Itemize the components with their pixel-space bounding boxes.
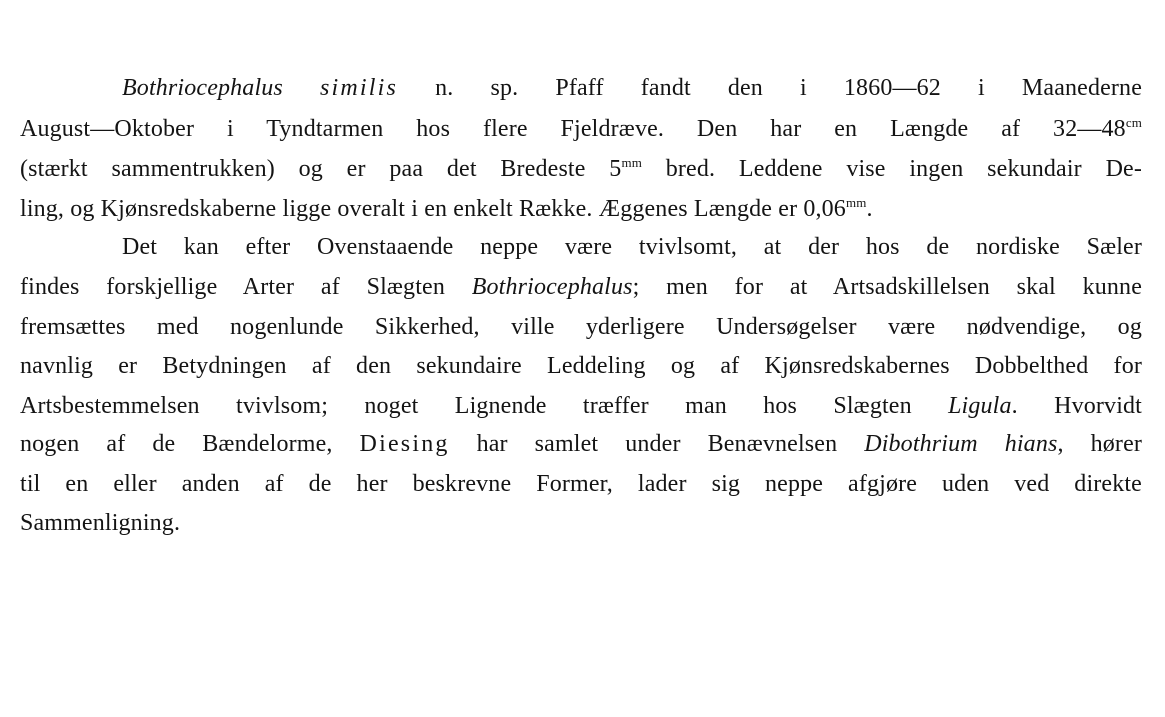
genus-name: Bothriocephalus	[471, 274, 633, 300]
author-name: Diesing	[359, 431, 450, 457]
line-text: har samlet under Benævnelsen	[449, 431, 865, 457]
paragraph-2-line-5	[20, 389, 1142, 423]
line-text: findes forskjellige Arter af Slægten	[20, 274, 472, 300]
paragraph-2-line-7: til en eller anden af de her beskrevne Former, lader sig neppe afgjøre uden ved direkte	[20, 471, 1142, 497]
paragraph-2-line-6	[20, 427, 1142, 461]
unit-superscript: mm	[845, 195, 867, 210]
unit-superscript: cm	[1125, 115, 1142, 130]
paragraph-1-line-2	[20, 112, 1142, 146]
paragraph-2-line-8: Sammenligning.	[20, 510, 181, 536]
line-text: August—Oktober i Tyndtarmen hos flere Fjeldræve. Den har en Længde af 32—48	[20, 116, 1126, 142]
paragraph-1-line-4	[20, 192, 1142, 226]
line-end: .	[866, 196, 873, 222]
species-name: similis	[319, 75, 399, 101]
paragraph-2-line-3: fremsættes med nogenlunde Sikkerhed, ville yderligere Undersøgelser være nødvendige, og	[20, 314, 1142, 340]
line-text: Artsbestemmelsen tvivlsom; noget Lignende træffer man hos Slægten	[20, 393, 949, 419]
line-text: bred. Leddene vise ingen sekundair De-	[642, 156, 1142, 182]
genus-name: Bothriocephalus	[122, 75, 283, 101]
paragraph-2-line-2	[20, 270, 1142, 304]
line-text: , hører	[1057, 431, 1143, 457]
paragraph-1-line-1	[122, 71, 1142, 105]
paragraph-2-line-4: navnlig er Betydningen af den sekundaire Leddeling og af Kjønsredskabernes Dobbelthed for	[20, 353, 1142, 379]
line-text: . Hvorvidt	[1011, 393, 1142, 419]
line-text: n. sp. Pfaff fandt den i 1860—62 i Maanederne	[398, 75, 1142, 101]
line-text: nogen af de Bændelorme,	[20, 431, 360, 457]
line-text: ; men for at Artsadskillelsen skal kunne	[632, 274, 1142, 300]
paragraph-1-line-3	[20, 152, 1142, 186]
genus-name: Ligula	[948, 393, 1012, 419]
unit-superscript: mm	[621, 155, 642, 170]
species-name: Dibothrium hians	[864, 431, 1058, 457]
line-text: ling, og Kjønsredskaberne ligge overalt i en enkelt Række. Æggenes Længde er 0,06	[20, 196, 846, 222]
line-text: (stærkt sammentrukken) og er paa det Bredeste 5	[20, 156, 622, 182]
paragraph-2-line-1: Det kan efter Ovenstaaende neppe være tvivlsomt, at der hos de nordiske Sæler	[122, 234, 1142, 260]
